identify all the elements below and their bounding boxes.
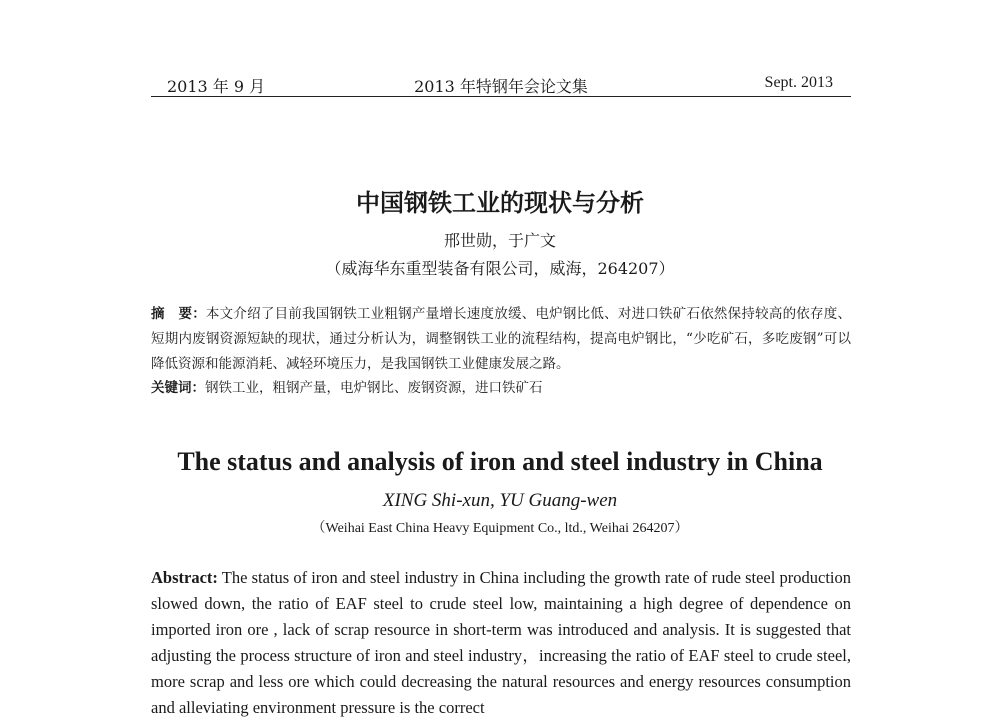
english-affiliation: （Weihai East China Heavy Equipment Co., ltd., Weihai 264207） xyxy=(311,521,689,536)
chinese-abstract-text: 本文介绍了目前我国钢铁工业粗钢产量增长速度放缓、电炉钢比低、对进口铁矿石依然保持较高的依存度、短期内废钢资源短缺的现状，通过分析认为，调整钢铁工业的流程结构，提高电炉钢比，“少吃矿石，多吃废钢”可以降低资源和能源消耗、减轻环境压力，是我国钢铁工业健康发展之路。 xyxy=(151,306,852,372)
chinese-keywords-text: 钢铁工业，粗钢产量，电炉钢比、废钢资源，进口铁矿石 xyxy=(205,380,543,396)
chinese-title: 中国钢铁工业的现状与分析 xyxy=(356,189,644,217)
chinese-keywords xyxy=(151,377,851,399)
chinese-authors: 邢世勋，于广文 xyxy=(443,231,556,250)
chinese-keywords-label: 关键词： xyxy=(151,380,205,396)
header-date-cn: 2013 年 9 月 xyxy=(167,77,266,96)
english-abstract xyxy=(151,565,851,721)
header-date-en: Sept. 2013 xyxy=(764,74,833,91)
chinese-affiliation: （威海华东重型装备有限公司，威海，264207） xyxy=(325,259,675,278)
english-abstract-label: Abstract: xyxy=(151,568,218,587)
chinese-abstract-label: 摘 要： xyxy=(151,306,206,322)
english-title: The status and analysis of iron and steel industry in China xyxy=(177,447,823,476)
english-abstract-text: The status of iron and steel industry in China including the growth rate of rude steel production slowed down, the ratio of EAF steel to crude steel low, maintaining a high degree of dependence on imported iron ore , lack of scrap resource in short-term was introduced and analysis. It is suggested that adjusting the process structure of iron and steel industry，increasing the ratio of EAF steel to crude steel, more scrap and less ore which could decreasing the natural resources and energy resources consumption and alleviating environment pressure is the correct xyxy=(151,568,851,717)
header-proceedings-title: 2013 年特钢年会论文集 xyxy=(414,77,588,96)
chinese-abstract xyxy=(151,302,851,377)
english-authors: XING Shi-xun, YU Guang-wen xyxy=(382,490,618,511)
running-header xyxy=(151,70,851,97)
